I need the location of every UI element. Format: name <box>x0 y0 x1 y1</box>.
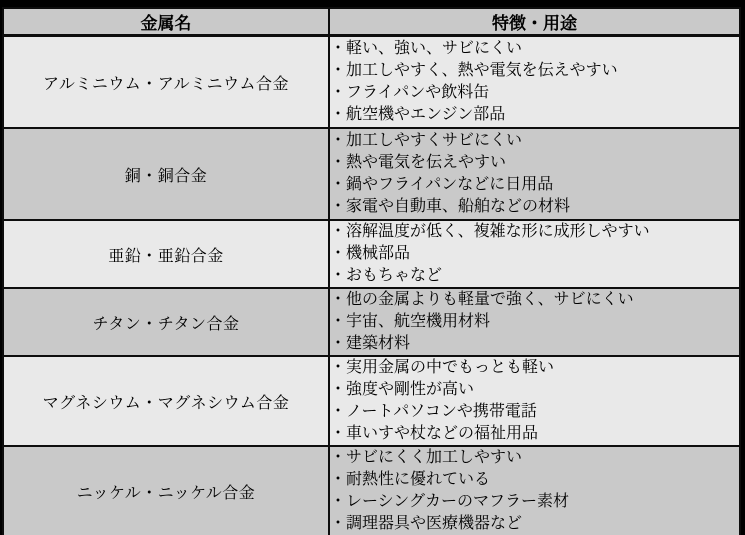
feature-item: ・熱や電気を伝えやすい <box>330 154 507 171</box>
metals-table <box>2 7 741 535</box>
table-row-aluminum <box>3 36 740 129</box>
feature-item: ・おもちゃなど <box>330 267 443 284</box>
feature-item: ・建築材料 <box>330 335 411 352</box>
feature-item: ・レーシングカーのマフラー素材 <box>330 493 569 510</box>
feature-item: ・機械部品 <box>330 245 411 262</box>
feature-item: ・ノートパソコンや携帯電話 <box>330 403 537 420</box>
table-row-nickel <box>3 446 740 535</box>
feature-item: ・サビにくく加工しやすい <box>330 449 523 466</box>
metal-name-cell: ニッケル・ニッケル合金 <box>3 446 329 535</box>
feature-item: ・調理器具や医療機器など <box>330 515 523 532</box>
table-row-zinc <box>3 220 740 288</box>
features-cell <box>329 220 740 288</box>
feature-item: ・宇宙、航空機用材料 <box>330 313 491 330</box>
feature-item: ・加工しやすく、熱や電気を伝えやすい <box>330 62 618 79</box>
feature-item: ・溶解温度が低く、複雑な形に成形しやすい <box>330 223 650 240</box>
features-cell <box>329 356 740 446</box>
feature-item: ・他の金属よりも軽量で強く、サビにくい <box>330 291 634 308</box>
features-cell <box>329 288 740 356</box>
col-header-metal-name: 金属名 <box>3 8 329 36</box>
feature-item: ・耐熱性に優れている <box>330 471 491 488</box>
feature-item: ・鍋やフライパンなどに日用品 <box>330 176 554 193</box>
feature-item: ・軽い、強い、サビにくい <box>330 40 523 57</box>
table-row-magnesium <box>3 356 740 446</box>
features-cell <box>329 36 740 129</box>
features-cell <box>329 128 740 220</box>
table-row-copper <box>3 128 740 220</box>
feature-item: ・家電や自動車、船舶などの材料 <box>330 198 571 215</box>
feature-item: ・航空機やエンジン部品 <box>330 106 506 123</box>
features-cell <box>329 446 740 535</box>
table-row-titanium <box>3 288 740 356</box>
feature-item: ・フライパンや飲料缶 <box>330 84 490 101</box>
metal-name-cell: アルミニウム・アルミニウム合金 <box>3 36 329 129</box>
metal-name-cell: マグネシウム・マグネシウム合金 <box>3 356 329 446</box>
feature-item: ・実用金属の中でもっとも軽い <box>330 359 555 376</box>
feature-item: ・強度や剛性が高い <box>330 381 475 398</box>
col-header-features: 特徴・用途 <box>329 8 740 36</box>
metal-name-cell: チタン・チタン合金 <box>3 288 329 356</box>
feature-item: ・車いすや杖などの福祉用品 <box>330 425 539 442</box>
header-row <box>3 8 740 36</box>
metal-name-cell: 亜鉛・亜鉛合金 <box>3 220 329 288</box>
metal-name-cell: 銅・銅合金 <box>3 128 329 220</box>
feature-item: ・加工しやすくサビにくい <box>330 132 523 149</box>
